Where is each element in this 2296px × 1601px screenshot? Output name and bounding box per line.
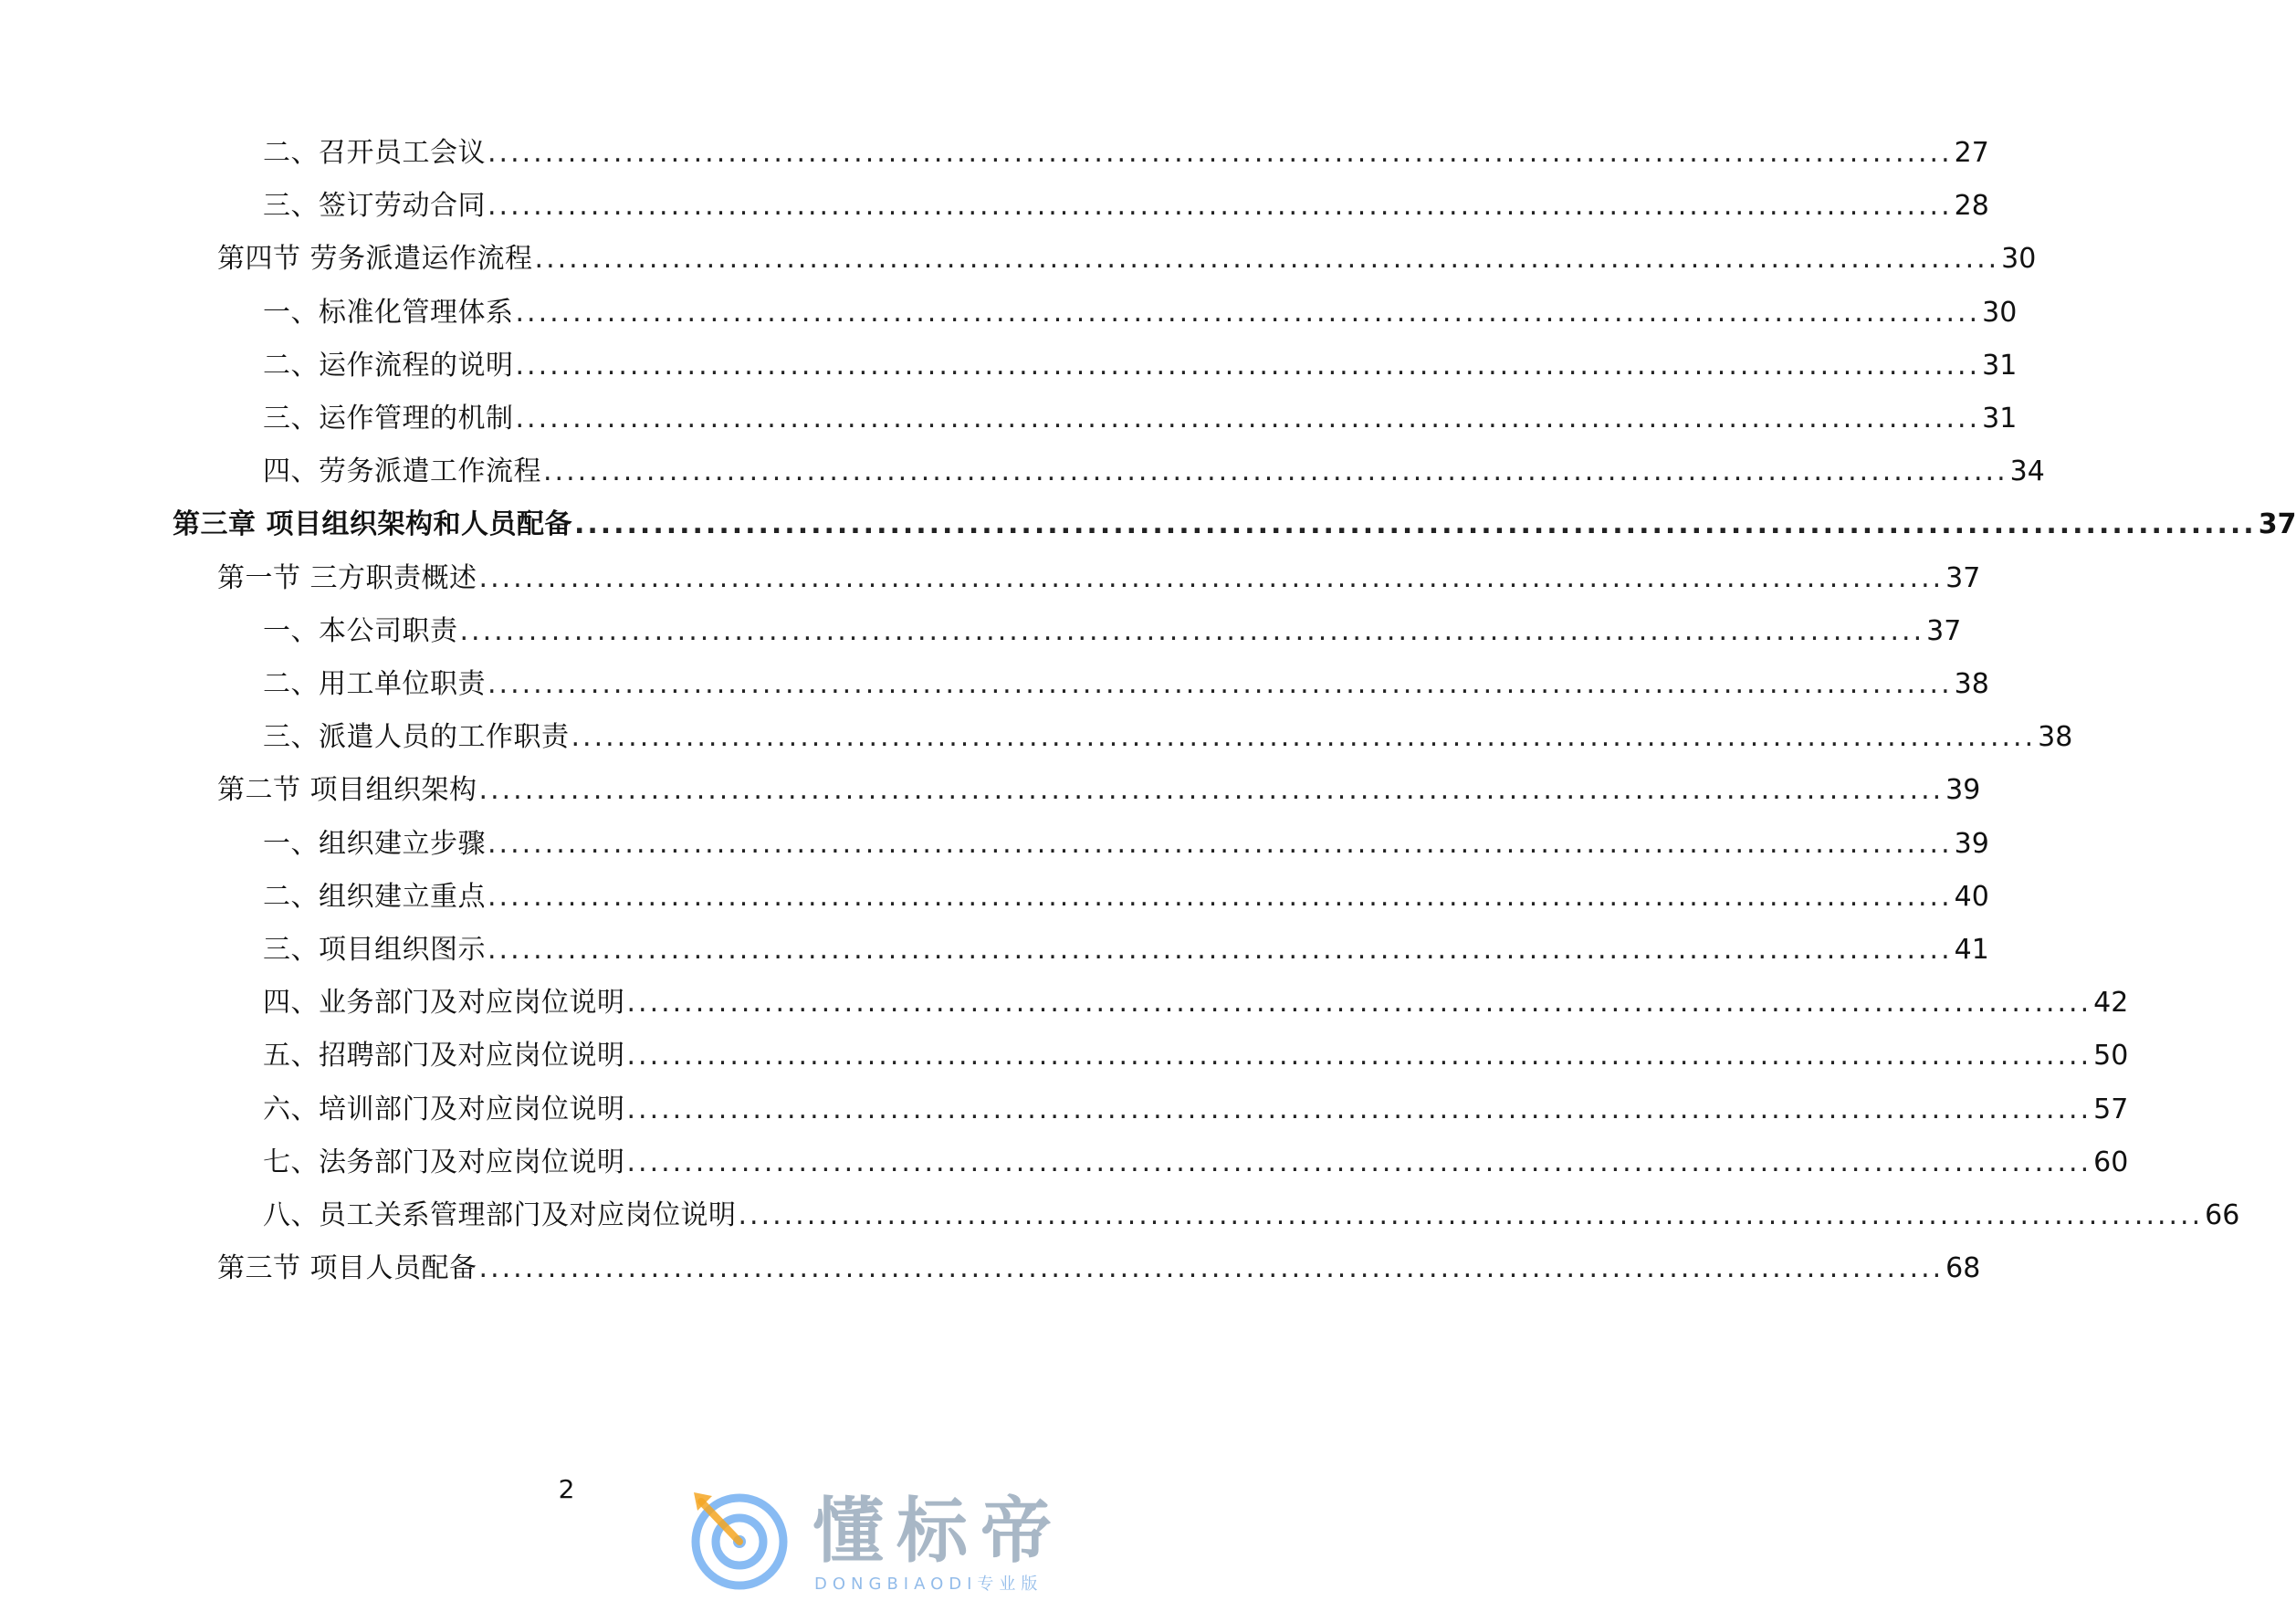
toc-dot-leader: ................................................................................................................................ — [534, 243, 2000, 276]
toc-entry-label: 三、项目组织图示 — [263, 934, 486, 966]
toc-dot-leader: ................................................................................................................................ — [626, 987, 2092, 1020]
toc-entry-page: 38 — [1954, 668, 1989, 700]
toc-dot-leader: ................................................................................................................................ — [626, 1146, 2092, 1178]
toc-entry-label: 一、标准化管理体系 — [263, 296, 514, 329]
toc-entry-section[interactable] — [217, 1249, 1981, 1289]
toc-entry-page: 60 — [2093, 1146, 2129, 1178]
toc-entry-item[interactable] — [263, 877, 1989, 917]
toc-entry-item[interactable] — [263, 186, 1989, 226]
toc-entry-item[interactable] — [263, 399, 2018, 439]
toc-dot-leader: ................................................................................................................................ — [515, 403, 1981, 434]
toc-entry-item[interactable] — [263, 664, 1989, 705]
toc-entry-page: 30 — [1982, 296, 2018, 329]
toc-entry-item[interactable] — [263, 133, 1989, 173]
toc-entry-item[interactable] — [263, 612, 1962, 652]
toc-entry-section[interactable] — [217, 239, 2037, 279]
page-number: 2 — [558, 1474, 575, 1504]
toc-dot-leader: ................................................................................................................................ — [573, 508, 2257, 541]
toc-dot-leader: ................................................................................................................................ — [515, 349, 1981, 382]
toc-entry-page: 37 — [1945, 561, 1981, 594]
toc-entry-item[interactable] — [263, 983, 2129, 1023]
toc-entry-label: 三、签订劳动合同 — [263, 190, 486, 223]
toc-entry-label: 五、招聘部门及对应岗位说明 — [263, 1040, 625, 1073]
toc-entry-label: 二、运作流程的说明 — [263, 349, 514, 382]
toc-entry-item[interactable] — [263, 717, 2073, 758]
toc-dot-leader: ................................................................................................................................ — [488, 668, 1953, 700]
toc-entry-label: 四、劳务派遣工作流程 — [263, 455, 541, 488]
toc-dot-leader: ................................................................................................................................ — [626, 1093, 2092, 1125]
toc-entry-section[interactable] — [217, 559, 1981, 599]
toc-entry-label: 第三节 项目人员配备 — [217, 1252, 477, 1285]
toc-entry-item[interactable] — [263, 346, 2018, 386]
toc-dot-leader: ................................................................................................................................ — [543, 455, 2008, 488]
toc-entry-page: 31 — [1982, 349, 2018, 382]
toc-entry-label: 第三章 项目组织架构和人员配备 — [173, 508, 572, 541]
toc-entry-page: 37 — [1926, 614, 1962, 647]
toc-entry-label: 二、组织建立重点 — [263, 880, 486, 913]
toc-entry-label: 八、员工关系管理部门及对应岗位说明 — [263, 1199, 737, 1231]
toc-dot-leader: ................................................................................................................................ — [488, 934, 1953, 966]
target-logo-icon — [685, 1483, 794, 1593]
toc-entry-page: 38 — [2038, 721, 2073, 754]
toc-entry-page: 57 — [2093, 1093, 2129, 1125]
toc-entry-page: 40 — [1954, 880, 1989, 913]
toc-entry-item[interactable] — [263, 1036, 2129, 1076]
toc-entry-label: 四、业务部门及对应岗位说明 — [263, 987, 625, 1020]
toc-entry-page: 30 — [2001, 243, 2037, 276]
toc-entry-label: 一、组织建立步骤 — [263, 827, 486, 860]
toc-dot-leader: ................................................................................................................................ — [738, 1199, 2204, 1231]
toc-entry-label: 三、派遣人员的工作职责 — [263, 721, 570, 754]
toc-dot-leader: ................................................................................................................................ — [488, 827, 1953, 860]
toc-dot-leader: ................................................................................................................................ — [626, 1040, 2092, 1073]
toc-entry-label: 七、法务部门及对应岗位说明 — [263, 1146, 625, 1178]
toc-entry-item[interactable] — [263, 1196, 2240, 1236]
toc-entry-label: 第一节 三方职责概述 — [217, 561, 477, 594]
watermark-subtitle: DONGBIAODI专业版 — [814, 1575, 1043, 1594]
toc-dot-leader: ................................................................................................................................ — [488, 137, 1953, 169]
toc-dot-leader: ................................................................................................................................ — [478, 1252, 1945, 1285]
toc-entry-page: 31 — [1982, 403, 2018, 434]
toc-entry-page: 37 — [2258, 508, 2296, 541]
toc-dot-leader: ................................................................................................................................ — [478, 561, 1945, 594]
toc-entry-page: 39 — [1945, 774, 1981, 807]
toc-entry-label: 一、本公司职责 — [263, 614, 458, 647]
toc-dot-leader: ................................................................................................................................ — [459, 614, 1925, 647]
toc-entry-page: 34 — [2009, 455, 2045, 488]
toc-dot-leader: ................................................................................................................................ — [488, 880, 1953, 913]
toc-dot-leader: ................................................................................................................................ — [478, 774, 1945, 807]
toc-dot-leader: ................................................................................................................................ — [571, 721, 2037, 754]
toc-entry-item[interactable] — [263, 452, 2045, 492]
toc-entry-section[interactable] — [217, 770, 1981, 811]
watermark — [676, 1474, 1114, 1597]
toc-entry-page: 50 — [2093, 1040, 2129, 1073]
toc-entry-label: 第二节 项目组织架构 — [217, 774, 477, 807]
toc-dot-leader: ................................................................................................................................ — [515, 296, 1981, 329]
toc-dot-leader: ................................................................................................................................ — [488, 190, 1953, 223]
toc-entry-item[interactable] — [263, 824, 1989, 864]
toc-entry-page: 41 — [1954, 934, 1989, 966]
watermark-name: 懂标帝 — [813, 1491, 1065, 1573]
toc-entry-item[interactable] — [263, 293, 2018, 333]
toc-entry-label: 第四节 劳务派遣运作流程 — [217, 243, 533, 276]
toc-entry-page: 68 — [1945, 1252, 1981, 1285]
toc-entry-label: 六、培训部门及对应岗位说明 — [263, 1093, 625, 1125]
toc-entry-item[interactable] — [263, 930, 1989, 970]
toc-entry-label: 二、用工单位职责 — [263, 668, 486, 700]
toc-entry-page: 27 — [1954, 137, 1989, 169]
toc-entry-label: 二、召开员工会议 — [263, 137, 486, 169]
toc-entry-item[interactable] — [263, 1090, 2129, 1130]
toc-entry-page: 28 — [1954, 190, 1989, 223]
toc-entry-page: 66 — [2205, 1199, 2240, 1231]
toc-entry-chapter[interactable] — [173, 505, 2296, 545]
toc-entry-item[interactable] — [263, 1143, 2129, 1183]
toc-entry-page: 42 — [2093, 987, 2129, 1020]
toc-entry-label: 三、运作管理的机制 — [263, 403, 514, 434]
toc-entry-page: 39 — [1954, 827, 1989, 860]
